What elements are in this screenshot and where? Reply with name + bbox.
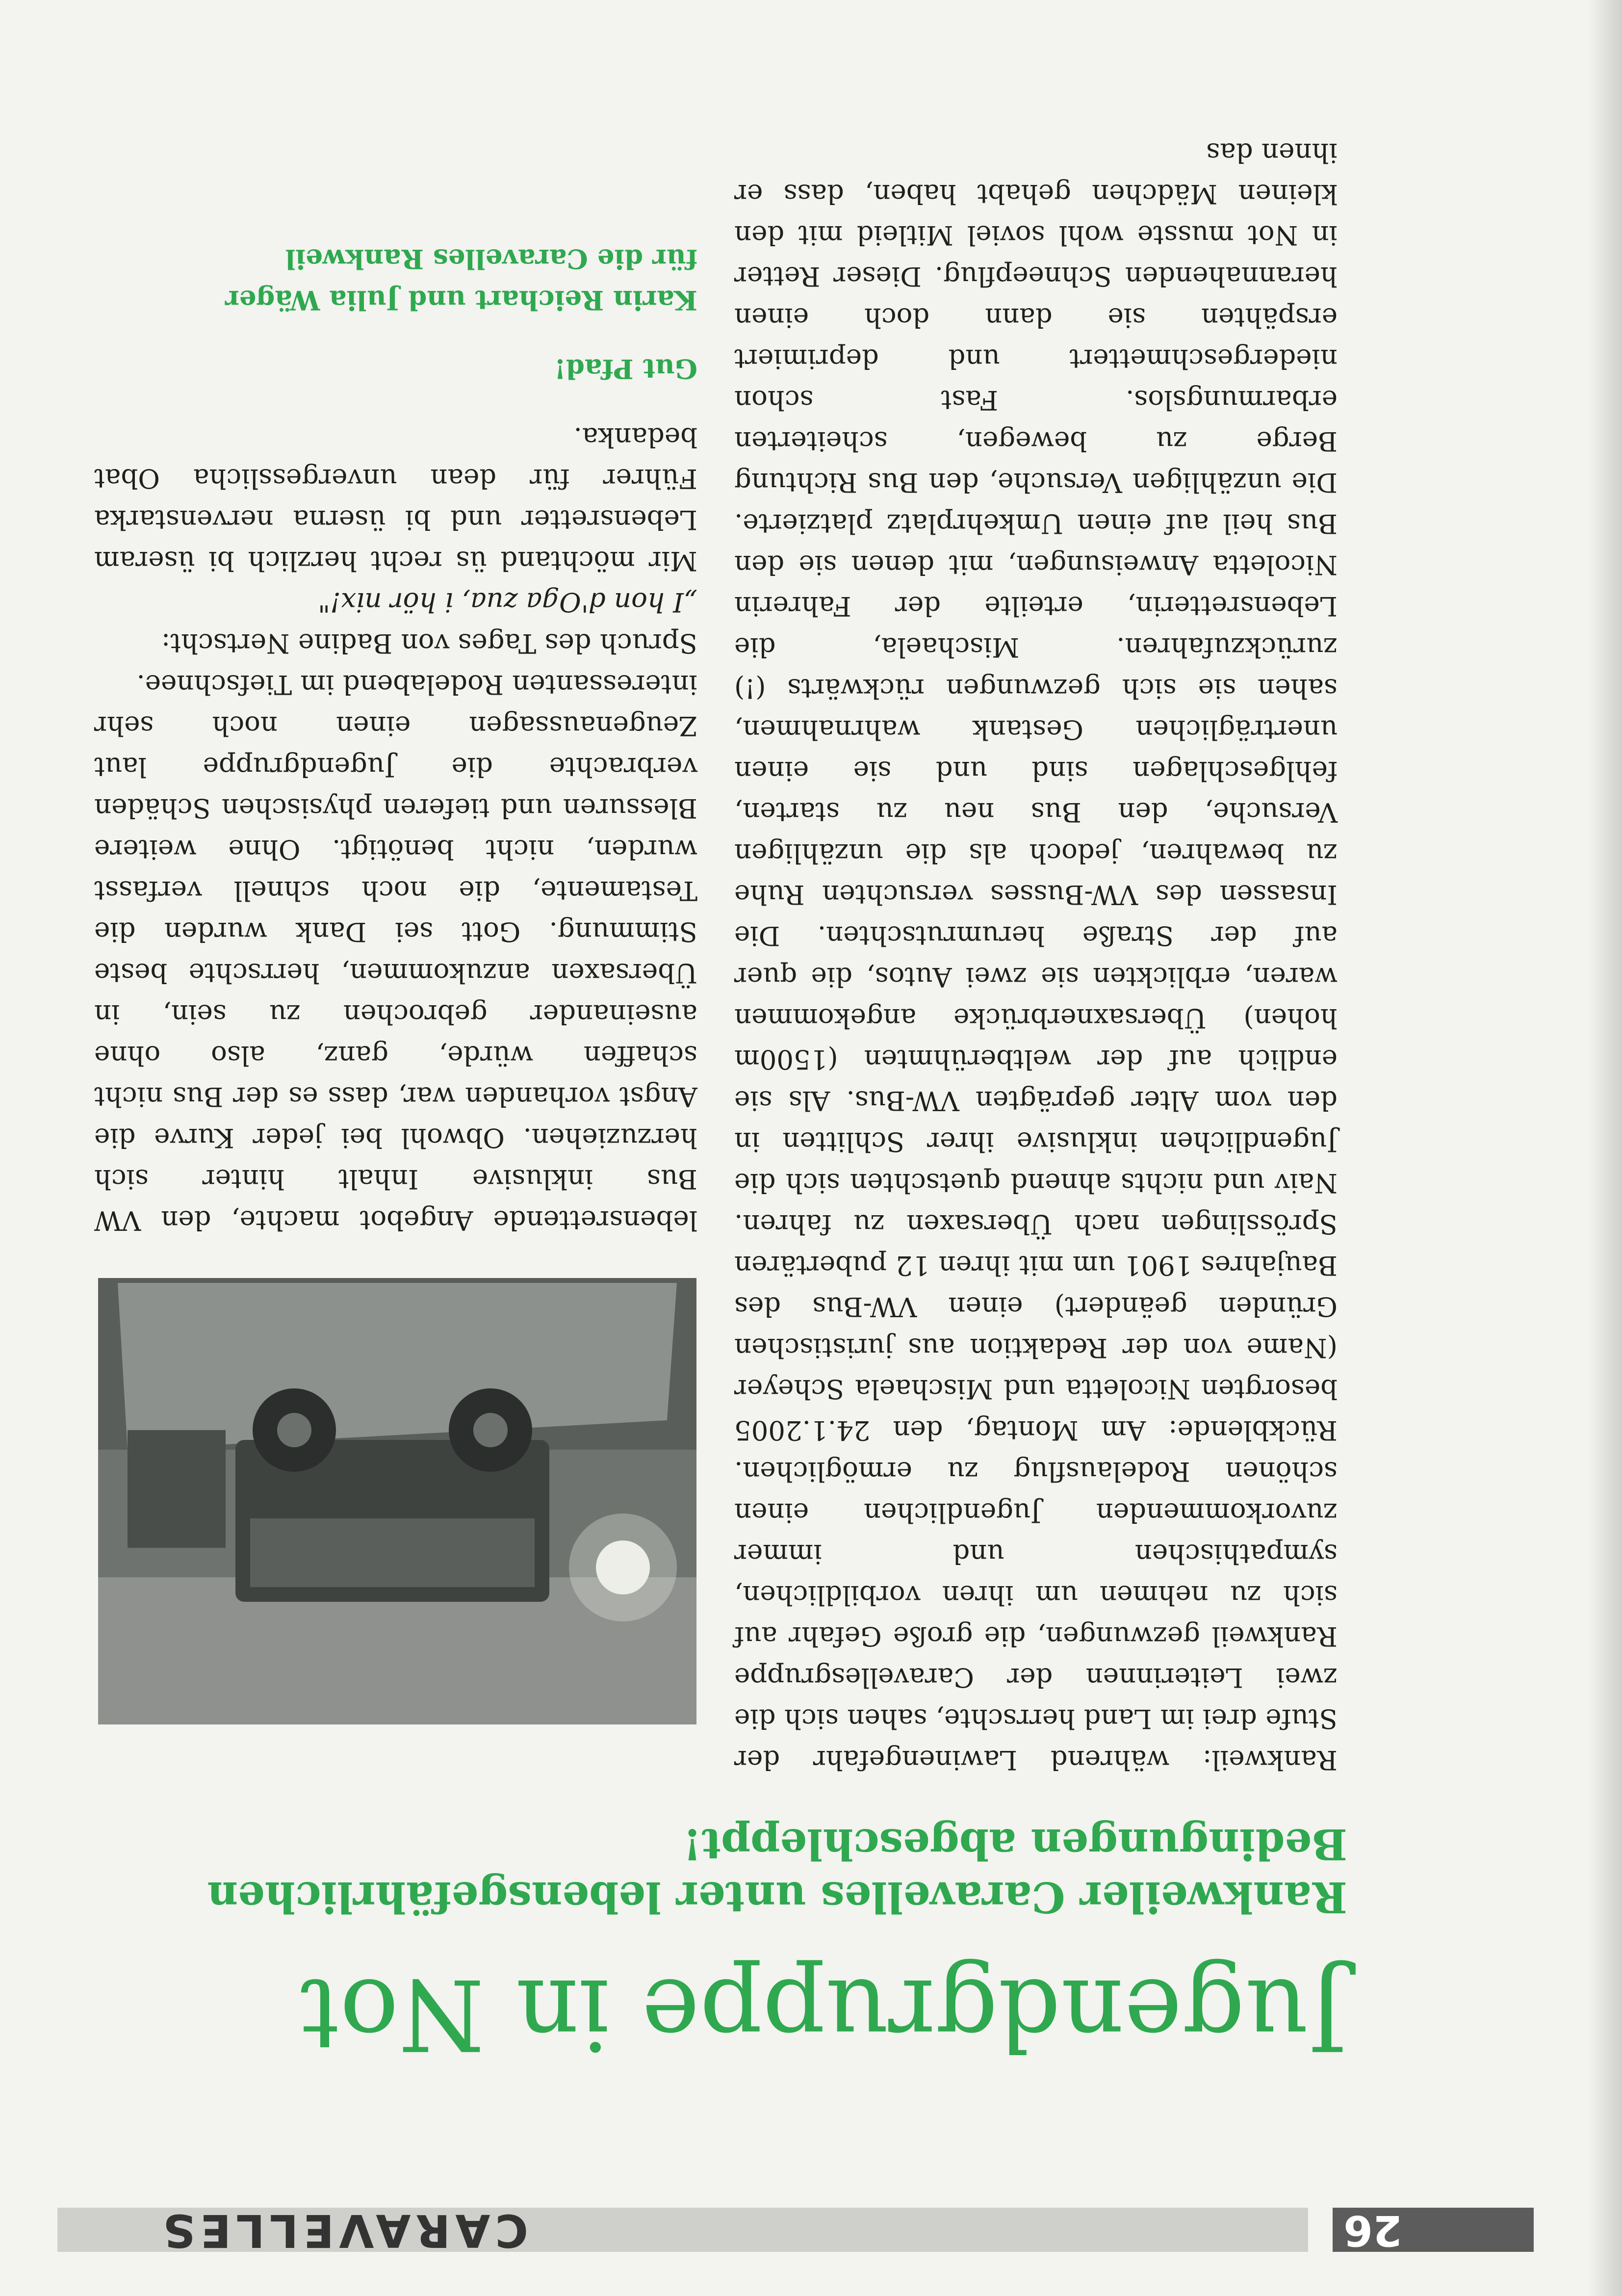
quote-intro: Spruch des Tages von Badine Nertscht: xyxy=(161,628,697,659)
body-paragraph-2: lebensrettende Angebot machte, den VW Bus inklusive Inhalt hinter sich herzuziehen. Obwohl bei jeder Kurve die Angst vorhanden war, dass es der Bus nicht schaffen würde, ganz, also ohne auseinander gebrochen zu sein, in Übersaxen anzukommen, herrschte beste Stimmung. Gott sei Dank wurden die Testamente, die noch schnell verfasst wurden, nicht benötigt. Ohne weitere Blessuren und tieferen physischen Schäden verbrachte die Jugendgruppe laut Zeugenaussagen einen noch sehr interessanten Rodelabend im Tiefschnee. xyxy=(94,669,697,1236)
page-header xyxy=(0,2204,1622,2257)
bus-photo-illustration xyxy=(98,1278,696,1724)
greeting: Gut Pfad! xyxy=(554,353,697,385)
body-paragraph-1: Rankweil: während Lawinengefahr der Stufe drei im Land herrschte, sahen sich die zwei Leiterinnen der Caravellesgruppe Rankweil gezwungen, die große Gefahr auf sich zu nehmen um ihren vorbildlichen, sympathischen und immer zuvorkommenden Jugendlichen einen schönen Rodelausflug zu ermöglichen. Rückblende: Am Montag, den 24.1.2005 besorgten Nicoletta und Mischaela Scheyer (Name von der Redaktion aus juristischen Gründen geändert) einen VW-Bus des Baujahres 1901 um mit ihren 12 pubertären Sprösslingen nach Übersaxen zu fahren. Naiv und nichts ahnend quetschten sich die Jugendlichen inklusive ihrer Schlitten in den vom Alter geprägten VW-Bus. Als sie endlich auf der weltberühmten (1500m hohen) Übersaxnerbrücke angekommen waren, erblickten sie zwei Autos, die quer auf der Straße herumrutschten. Die Insassen des VW-Busses versuchten Ruhe zu bewahren, jedoch als die unzähligen Versuche, den Bus neu zu starten, fehlgeschlagen sind und sie einen unerträglichen Gestank wahrnahmen, sahen sie sich gezwungen rückwärts (!) zurückzufahren. Mischaela, die Lebensretterin, erteilte der Fahrerin Nicoletta Anweisungen, mit denen sie den Bus heil auf einen Umkehrplatz platzierte. Die unzähligen Versuche, den Bus Richtung Berge zu bewegen, scheiterten erbarmungslos. Fast schon niedergeschmettert und deprimiert erspähten sie dann doch einen herannahenden Schneepflug. Dieser Retter in Not musste wohl soviel Mitleid mit den kleinen Mädchen gehabt haben, dass er ihnen das xyxy=(734,137,1338,1776)
thanks-paragraph: Mir möchtand üs recht herzlich bi üseram Lebensretter und bi üserna nervenstarka Führer für dean unvergesslicha Obat bedanka. xyxy=(94,422,697,577)
authors: Karin Reichart und Julia Wäger xyxy=(225,285,697,316)
article-subtitle: Rankweiler Caravelles unter lebensgefährlichen Bedingungen abgeschleppt! xyxy=(207,1819,1347,1922)
bus-photo xyxy=(98,1278,696,1724)
article-title: Jugendgruppe in Not xyxy=(300,1957,1347,2071)
text-column-left xyxy=(734,132,1338,1781)
authors-group: für die Caravelles Rankweil xyxy=(285,243,697,275)
page-number-box xyxy=(1333,2206,1534,2255)
page-number: 26 xyxy=(1343,2206,1402,2255)
quote-of-the-day: „I hon d'Oga zua, i hör nix!" xyxy=(318,587,697,618)
text-column-right xyxy=(94,238,697,1241)
section-title: CARAVELLES xyxy=(158,2204,528,2257)
scanner-shadow xyxy=(1588,0,1622,2296)
